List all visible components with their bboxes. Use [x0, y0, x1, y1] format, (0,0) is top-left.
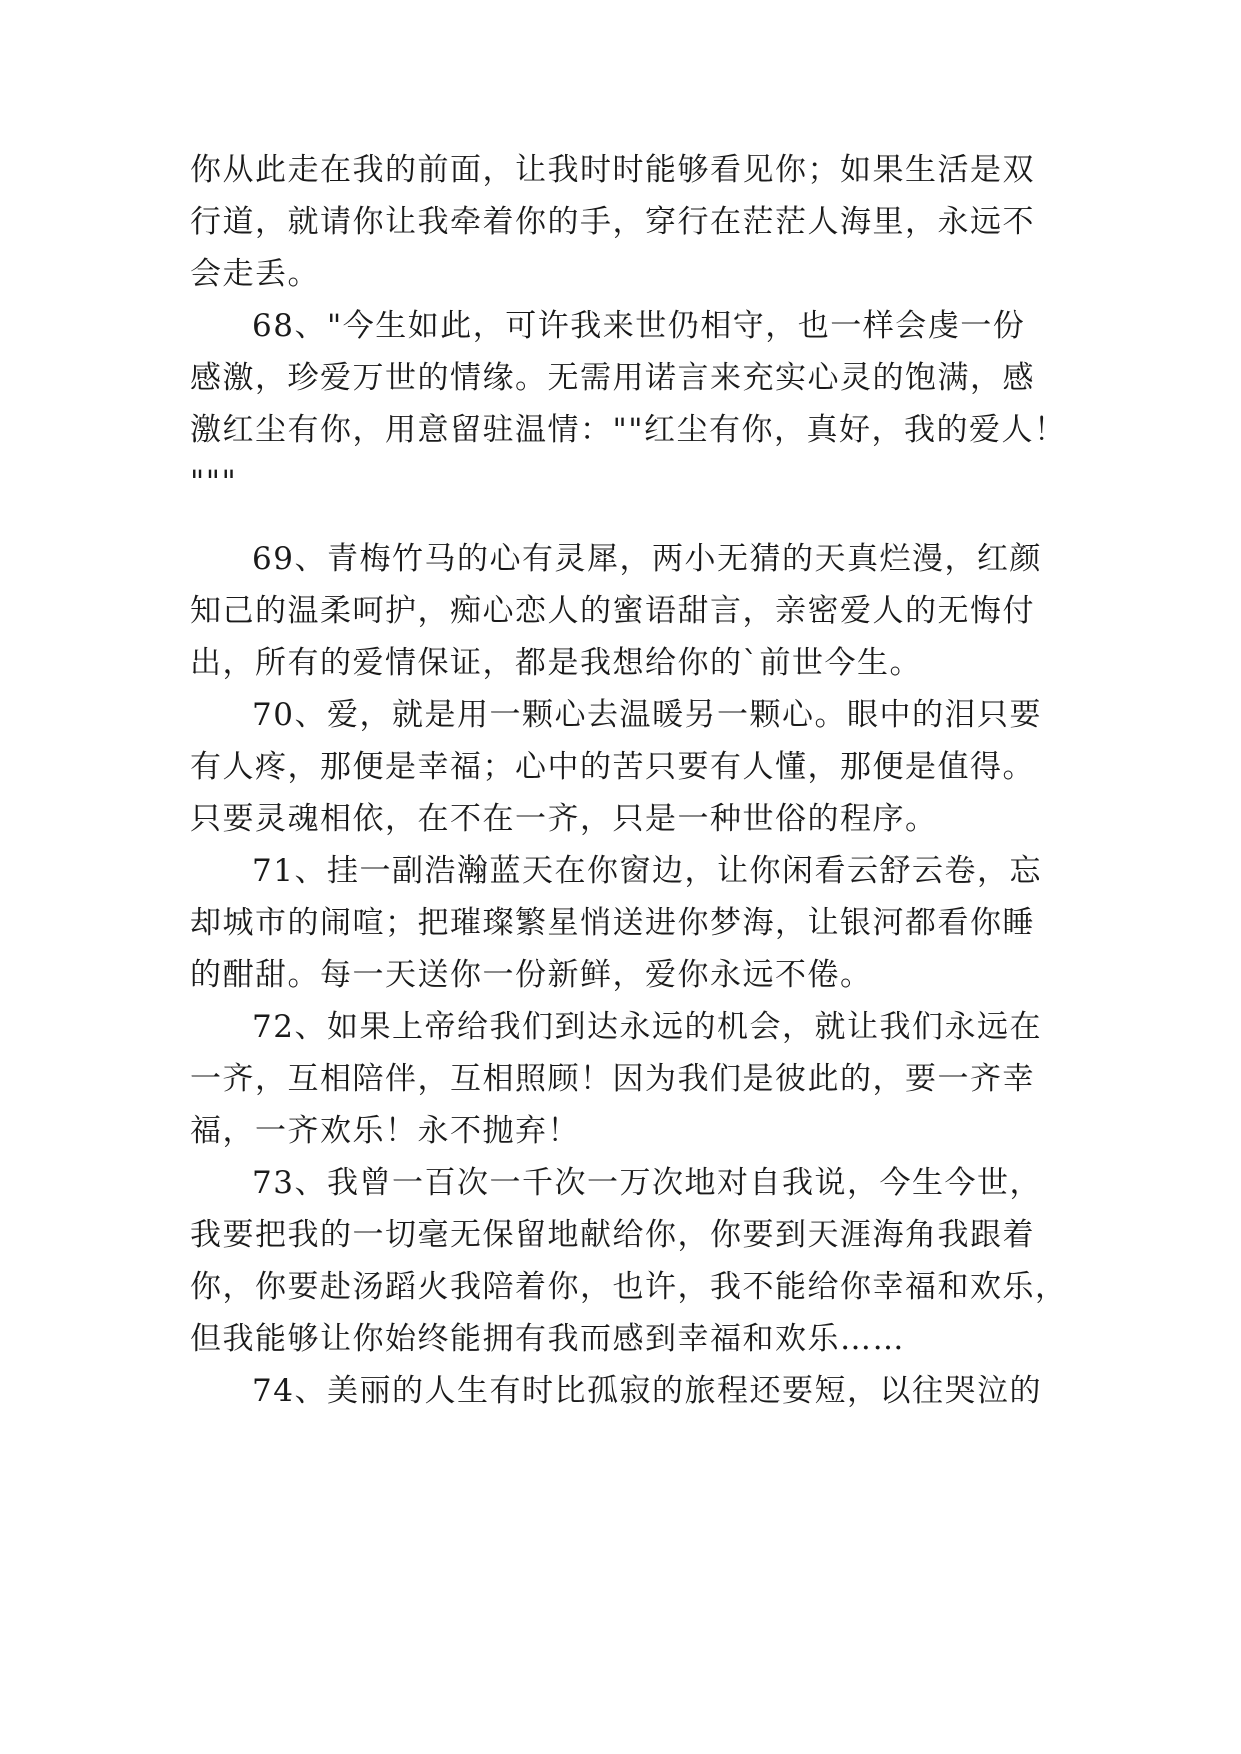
text-line: 74、美丽的人生有时比孤寂的旅程还要短，以往哭泣的 — [252, 1373, 1042, 1409]
text-line: 68、"今生如此，可许我来世仍相守，也一样会虔一份 — [252, 308, 1026, 344]
text-line: 71、挂一副浩瀚蓝天在你窗边，让你闲看云舒云卷，忘 — [252, 853, 1042, 889]
text-line: 我要把我的一切毫无保留地献给你，你要到天涯海角我跟着 — [190, 1217, 1035, 1253]
text-line: 73、我曾一百次一千次一万次地对自我说，今生今世， — [252, 1165, 1042, 1201]
text-line: 出，所有的爱情保证，都是我想给你的`前世今生。 — [190, 645, 922, 681]
text-line: 知己的温柔呵护，痴心恋人的蜜语甜言，亲密爱人的无悔付 — [190, 593, 1035, 629]
text-line: 70、爱，就是用一颗心去温暖另一颗心。眼中的泪只要 — [252, 697, 1042, 733]
text-line: 行道，就请你让我牵着你的手，穿行在茫茫人海里，永远不 — [190, 204, 1035, 240]
text-line: 72、如果上帝给我们到达永远的机会，就让我们永远在 — [252, 1009, 1042, 1045]
text-line: 有人疼，那便是幸福；心中的苦只要有人懂，那便是值得。 — [190, 749, 1035, 785]
text-line: 69、青梅竹马的心有灵犀，两小无猜的天真烂漫，红颜 — [252, 541, 1042, 577]
text-line: 一齐，互相陪伴，互相照顾！因为我们是彼此的，要一齐幸 — [190, 1061, 1035, 1097]
text-line: 但我能够让你始终能拥有我而感到幸福和欢乐…… — [190, 1321, 905, 1357]
text-line: 只要灵魂相依，在不在一齐，只是一种世俗的程序。 — [190, 801, 938, 837]
text-line: 激红尘有你，用意留驻温情：""红尘有你，真好，我的爱人！ — [190, 412, 1067, 448]
text-line: 会走丢。 — [190, 256, 320, 292]
text-line: 你，你要赴汤蹈火我陪着你，也许，我不能给你幸福和欢乐， — [190, 1269, 1068, 1305]
text-line: 福，一齐欢乐！永不抛弃！ — [190, 1113, 580, 1149]
text-line: """ — [190, 464, 238, 500]
text-line: 你从此走在我的前面，让我时时能够看见你；如果生活是双 — [190, 152, 1035, 188]
text-line: 却城市的闹喧；把璀璨繁星悄送进你梦海，让银河都看你睡 — [190, 905, 1035, 941]
text-line: 感激，珍爱万世的情缘。无需用诺言来充实心灵的饱满，感 — [190, 360, 1035, 396]
text-line: 的酣甜。每一天送你一份新鲜，爱你永远不倦。 — [190, 957, 873, 993]
